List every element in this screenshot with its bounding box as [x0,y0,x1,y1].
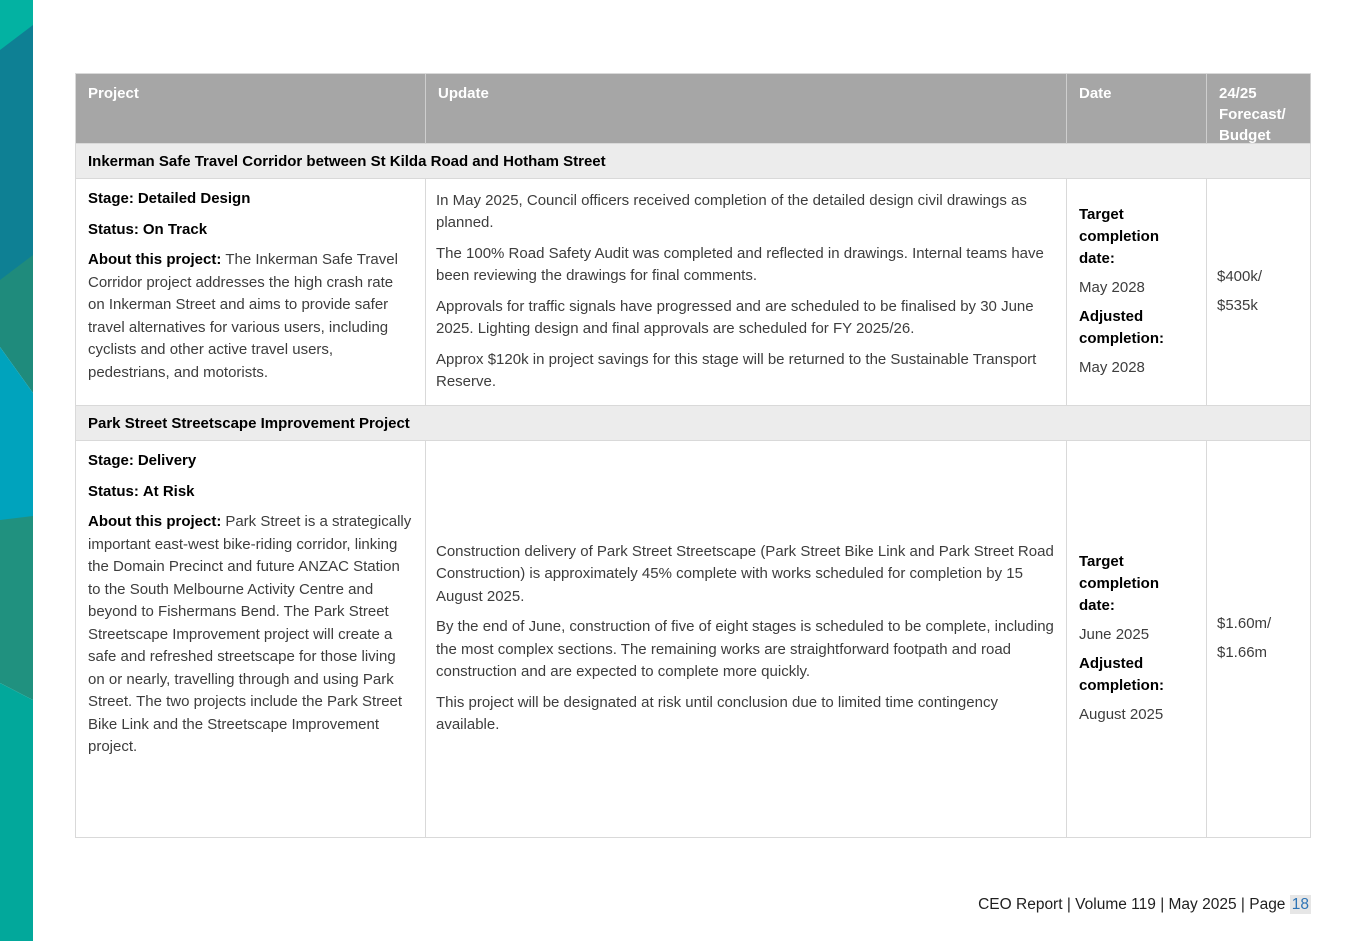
target-completion-label: Target completion date: [1079,206,1160,267]
stage-line: Stage: Delivery [88,452,197,469]
about-text: The Inkerman Safe Travel Corridor project addresses the high crash rate on Inkerman Street and aims to provide safer travel alternatives for various users, including cyclists and other active travel users, pedestrians, and motorists. [88,251,398,381]
edge-strip-bottom-teal-segment [0,683,33,941]
budget-cell-park-street [1207,441,1311,838]
target-completion-label: Target completion date: [1079,553,1160,614]
forecast-value: $1.60m/ [1217,615,1272,632]
project-cell-park-street [76,441,426,838]
stage-line: Stage: Detailed Design [88,190,251,207]
update-paragraph: Construction delivery of Park Street Streetscape (Park Street Bike Link and Park Street Road Construction) is approximately 45% complete with works scheduled for completion by 15 August 2025. [436,542,1054,605]
project-status-table [75,73,1311,838]
project-cell-inkerman [76,179,426,406]
date-cell-park-street [1067,441,1207,838]
status-line: Status: At Risk [88,482,195,500]
budget-cell-inkerman [1207,179,1311,406]
edge-strip-green-segment [0,516,33,700]
column-header-update: Update [426,74,1067,144]
update-paragraph: This project will be designated at risk until conclusion due to limited time contingency available. [436,693,998,733]
update-paragraph: In May 2025, Council officers received completion of the detailed design civil drawings as planned. [436,191,1027,231]
about-paragraph: About this project: Park Street is a strategically important east-west bike-riding corridor, linking the Domain Precinct and future ANZAC Station to the South Melbourne Activity Centre and beyond to Fishermans Bend. The Park Street Streetscape Improvement project will create a safe and refreshed streetscape for those living on or nearly, travelling through and using Park Street. The two projects include the Park Street Bike Link and the Streetscape Improvement project. [88,513,412,755]
update-paragraph: By the end of June, construction of five of eight stages is scheduled to be complete, including the most complex sections. The remaining works are straightforward footpath and road construction and are expected to complete more quickly. [436,618,1054,680]
column-header-project: Project [76,74,426,144]
budget-value: $1.66m [1217,644,1268,661]
update-paragraph: Approvals for traffic signals have progressed and are scheduled to be finalised by 30 June 2025. Lighting design and final approvals are scheduled for FY 2025/26. [436,297,1034,337]
about-text: Park Street is a strategically important east-west bike-riding corridor, linking the Domain Precinct and future ANZAC Station to the South Melbourne Activity Centre and beyond to Fishermans Bend. The Park Street Streetscape Improvement project will create a safe and refreshed streetscape for those living on or nearly, travelling through and using Park Street. The two projects include the Park Street Bike Link and the Streetscape Improvement project. [88,513,412,755]
update-paragraph: The 100% Road Safety Audit was completed and reflected in drawings. Internal teams have been reviewing the drawings for final comments. [436,244,1044,284]
adjusted-completion-label: Adjusted completion: [1079,308,1164,347]
budget-value: $535k [1217,297,1258,314]
column-header-date: Date [1067,74,1207,144]
target-completion-value: May 2028 [1079,279,1145,296]
update-paragraph: Approx $120k in project savings for this stage will be returned to the Sustainable Transport Reserve. [436,350,1037,390]
section-title-park-street: Park Street Streetscape Improvement Project [76,406,1311,441]
adjusted-completion-value: August 2025 [1079,706,1164,723]
date-cell-inkerman [1067,179,1207,406]
footer-text: CEO Report | Volume 119 | May 2025 | Page [978,896,1290,913]
page-footer [978,896,1311,914]
update-cell-park-street [426,441,1067,838]
adjusted-completion-value: May 2028 [1079,359,1145,376]
column-header-budget: 24/25 Forecast/ Budget [1207,74,1311,144]
section-title-inkerman: Inkerman Safe Travel Corridor between St Kilda Road and Hotham Street [76,144,1311,179]
decorative-edge-graphic [0,0,33,941]
about-paragraph: About this project: The Inkerman Safe Travel Corridor project addresses the high crash rate on Inkerman Street and aims to provide safer travel alternatives for various users, including cyclists and other active travel users, pedestrians, and motorists. [88,251,398,381]
status-line: Status: On Track [88,220,208,238]
table-row [76,441,1311,838]
table-row [76,179,1311,406]
update-cell-inkerman [426,179,1067,406]
target-completion-value: June 2025 [1079,626,1150,643]
forecast-value: $400k/ [1217,268,1263,285]
page-number-field: 18 [1291,896,1309,913]
adjusted-completion-label: Adjusted completion: [1079,655,1164,694]
